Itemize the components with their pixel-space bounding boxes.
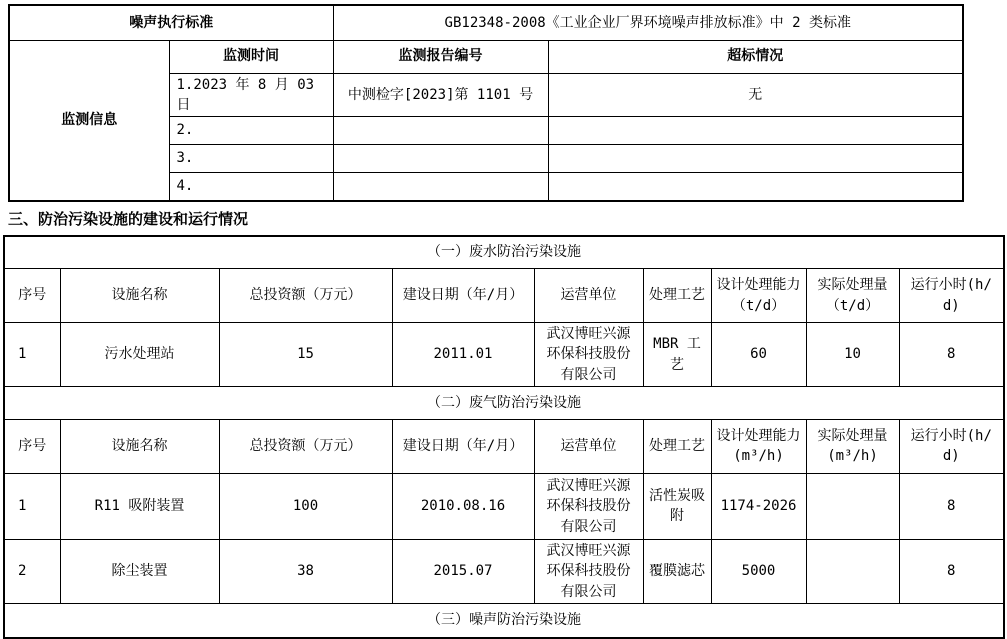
noise-standard-row bbox=[9, 5, 963, 40]
monitoring-header-row bbox=[9, 40, 963, 73]
monitoring-info-label-cell: 监测信息 bbox=[9, 40, 169, 201]
exceed-status-cell: 无 bbox=[548, 73, 963, 117]
process-cell: 覆膜滤芯 bbox=[643, 539, 711, 603]
wastewater-data-row bbox=[4, 323, 1004, 387]
col-header-investment: 总投资额（万元） bbox=[219, 269, 392, 323]
facility-name-cell: R11 吸附装置 bbox=[60, 473, 219, 539]
noise-facility-banner-cell: （三）噪声防治污染设施 bbox=[4, 603, 1004, 638]
col-header-seq: 序号 bbox=[4, 419, 60, 473]
pollution-facilities-table bbox=[3, 235, 1005, 639]
monitor-time-cell: 1.2023 年 8 月 03 日 bbox=[169, 73, 333, 117]
noise-monitoring-table bbox=[8, 4, 964, 202]
col-header-monitor-time: 监测时间 bbox=[169, 40, 333, 73]
design-capacity-cell: 1174-2026 bbox=[711, 473, 806, 539]
col-header-build-date: 建设日期（年/月） bbox=[392, 419, 534, 473]
col-header-facility-name: 设施名称 bbox=[60, 419, 219, 473]
run-hours-cell: 8 bbox=[899, 323, 1004, 387]
actual-capacity-cell bbox=[806, 539, 899, 603]
col-header-investment: 总投资额（万元） bbox=[219, 419, 392, 473]
wastewater-header-row bbox=[4, 269, 1004, 323]
monitor-time-cell: 2. bbox=[169, 117, 333, 145]
design-capacity-cell: 5000 bbox=[711, 539, 806, 603]
report-no-cell bbox=[333, 173, 548, 201]
report-no-cell bbox=[333, 117, 548, 145]
wastewater-banner-row bbox=[4, 236, 1004, 269]
col-header-process: 处理工艺 bbox=[643, 419, 711, 473]
design-capacity-cell: 60 bbox=[711, 323, 806, 387]
report-no-cell: 中测检字[2023]第 1101 号 bbox=[333, 73, 548, 117]
facility-name-cell: 除尘装置 bbox=[60, 539, 219, 603]
operator-cell: 武汉博旺兴源环保科技股份有限公司 bbox=[534, 539, 643, 603]
waste-gas-banner-cell: （二）废气防治污染设施 bbox=[4, 386, 1004, 419]
actual-capacity-cell: 10 bbox=[806, 323, 899, 387]
investment-cell: 100 bbox=[219, 473, 392, 539]
process-cell: 活性炭吸附 bbox=[643, 473, 711, 539]
col-header-run-hours: 运行小时(h/d) bbox=[899, 269, 1004, 323]
col-header-design-capacity: 设计处理能力（t/d） bbox=[711, 269, 806, 323]
build-date-cell: 2015.07 bbox=[392, 539, 534, 603]
col-header-actual-capacity: 实际处理量(m³/h) bbox=[806, 419, 899, 473]
exceed-status-cell bbox=[548, 145, 963, 173]
seq-cell: 2 bbox=[4, 539, 60, 603]
waste-gas-banner-row bbox=[4, 386, 1004, 419]
seq-cell: 1 bbox=[4, 473, 60, 539]
noise-standard-label-cell: 噪声执行标准 bbox=[9, 5, 333, 40]
build-date-cell: 2011.01 bbox=[392, 323, 534, 387]
section-title: 三、防治污染设施的建设和运行情况 bbox=[8, 209, 249, 228]
operator-cell: 武汉博旺兴源环保科技股份有限公司 bbox=[534, 473, 643, 539]
run-hours-cell: 8 bbox=[899, 473, 1004, 539]
report-no-cell bbox=[333, 145, 548, 173]
col-header-seq: 序号 bbox=[4, 269, 60, 323]
col-header-report-no: 监测报告编号 bbox=[333, 40, 548, 73]
noise-standard-value-cell: GB12348-2008《工业企业厂界环境噪声排放标准》中 2 类标准 bbox=[333, 5, 963, 40]
run-hours-cell: 8 bbox=[899, 539, 1004, 603]
col-header-operator: 运营单位 bbox=[534, 419, 643, 473]
process-cell: MBR 工艺 bbox=[643, 323, 711, 387]
col-header-build-date: 建设日期（年/月） bbox=[392, 269, 534, 323]
col-header-facility-name: 设施名称 bbox=[60, 269, 219, 323]
monitor-time-cell: 3. bbox=[169, 145, 333, 173]
waste-gas-data-row-1 bbox=[4, 473, 1004, 539]
col-header-process: 处理工艺 bbox=[643, 269, 711, 323]
col-header-run-hours: 运行小时(h/d) bbox=[899, 419, 1004, 473]
wastewater-banner-cell: （一）废水防治污染设施 bbox=[4, 236, 1004, 269]
col-header-actual-capacity: 实际处理量（t/d） bbox=[806, 269, 899, 323]
monitor-time-cell: 4. bbox=[169, 173, 333, 201]
col-header-exceed-status: 超标情况 bbox=[548, 40, 963, 73]
investment-cell: 15 bbox=[219, 323, 392, 387]
actual-capacity-cell bbox=[806, 473, 899, 539]
waste-gas-data-row-2 bbox=[4, 539, 1004, 603]
operator-cell: 武汉博旺兴源环保科技股份有限公司 bbox=[534, 323, 643, 387]
col-header-design-capacity: 设计处理能力(m³/h) bbox=[711, 419, 806, 473]
exceed-status-cell bbox=[548, 173, 963, 201]
facility-name-cell: 污水处理站 bbox=[60, 323, 219, 387]
build-date-cell: 2010.08.16 bbox=[392, 473, 534, 539]
col-header-operator: 运营单位 bbox=[534, 269, 643, 323]
investment-cell: 38 bbox=[219, 539, 392, 603]
exceed-status-cell bbox=[548, 117, 963, 145]
seq-cell: 1 bbox=[4, 323, 60, 387]
noise-facility-banner-row bbox=[4, 603, 1004, 638]
waste-gas-header-row bbox=[4, 419, 1004, 473]
